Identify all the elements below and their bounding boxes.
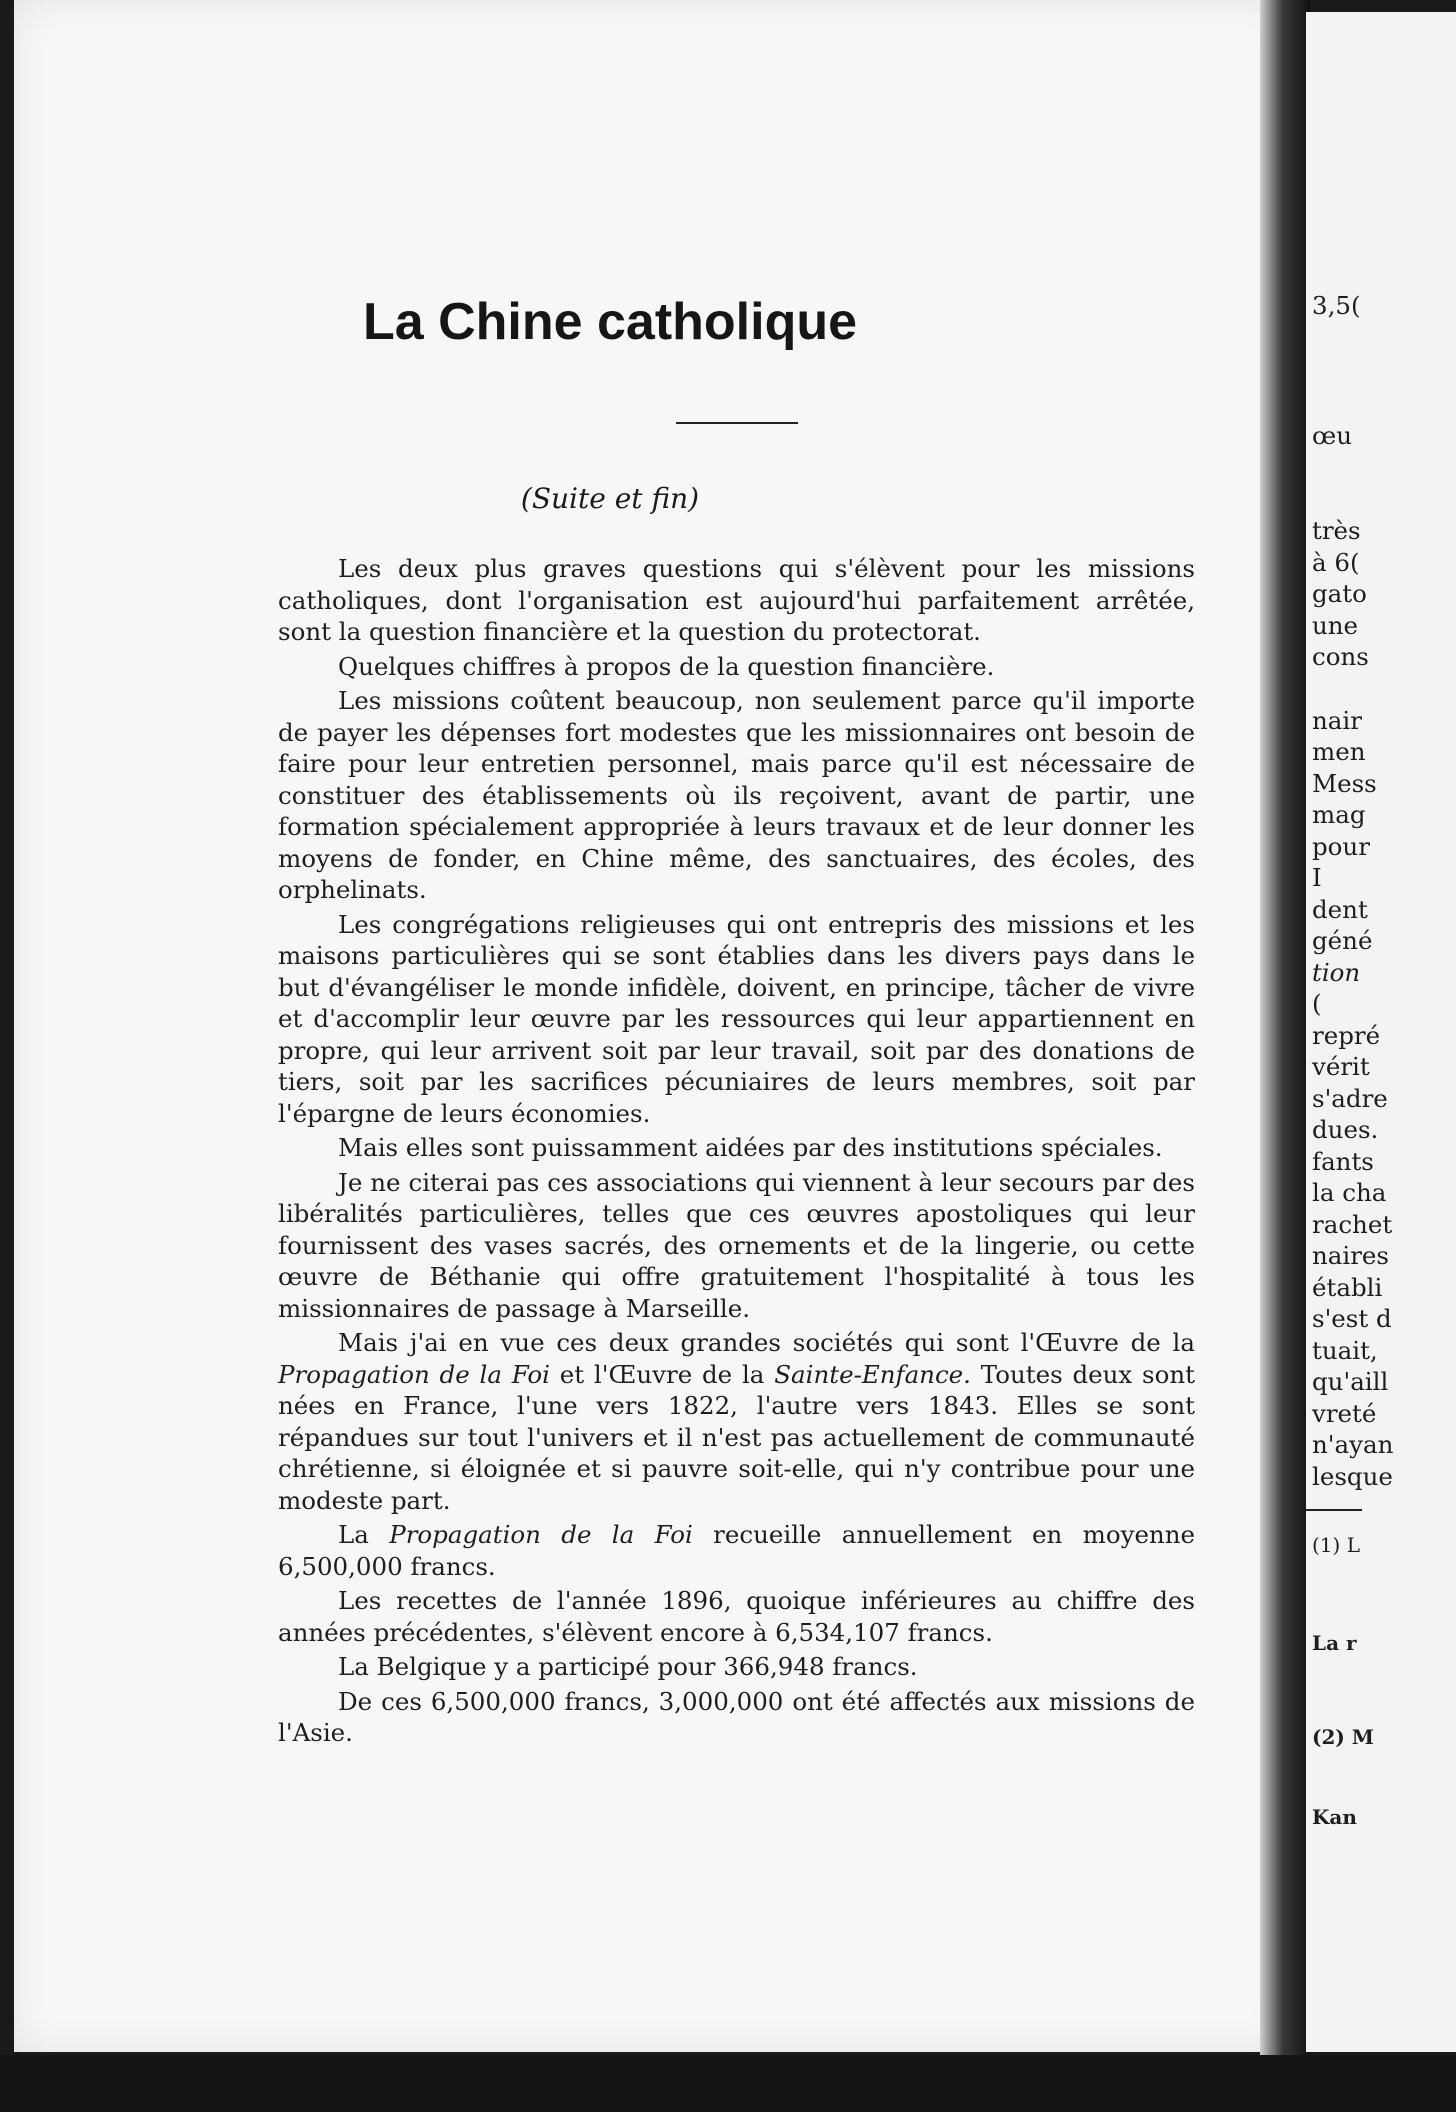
right-page-line: nair	[1312, 706, 1362, 735]
right-page	[1306, 12, 1456, 2052]
right-page-line: fants	[1312, 1147, 1374, 1176]
right-page-line: s'est d	[1312, 1304, 1392, 1333]
right-page-line: gato	[1312, 579, 1367, 608]
right-page-line: la cha	[1312, 1178, 1387, 1207]
right-page-line: vreté	[1312, 1399, 1377, 1428]
paragraph: Les missions coûtent beaucoup, non seulement parce qu'il importe de payer les dépenses fort modestes que les missionnaires ont besoin de faire pour leur entretien personnel, mais parce qu'il est nécessaire de constituer des établissements où ils reçoivent, avant de partir, une formation spécialement appropriée à leurs travaux et de leur donner les moyens de fonder, en Chine même, des sanctuaires, des écoles, des orphelinats.	[278, 686, 1195, 904]
right-page-line: mag	[1312, 800, 1366, 829]
paragraph-text: et l'Œuvre de la	[550, 1359, 775, 1389]
right-page-line: I	[1312, 863, 1322, 892]
right-page-line: établi	[1312, 1273, 1383, 1302]
title-divider	[676, 422, 798, 424]
italic-term: Propagation de la Foi	[389, 1520, 693, 1549]
paragraph: Les congrégations religieuses qui ont entrepris des missions et les maisons particulières qui se sont établies dans les divers pays dans le but d'évangéliser le monde infidèle, doivent, en principe, tâcher de vivre et d'accomplir leur œuvre par les ressources qui leur appartiennent en propre, qui leur arrivent soit par leur travail, soit par des donations de tiers, soit par les sacrifices pécuniaires de leurs membres, soit par l'épargne de leurs économies.	[278, 909, 1195, 1128]
right-page-line: n'ayan	[1312, 1430, 1394, 1459]
right-page-line: men	[1312, 737, 1366, 766]
paragraph: La Belgique y a participé pour 366,948 francs.	[338, 1652, 918, 1681]
italic-term: Propagation de la Foi	[278, 1359, 550, 1389]
footnote-rule	[1306, 1509, 1362, 1511]
right-page-line: tion	[1312, 958, 1361, 987]
right-page-line: à 6(	[1312, 548, 1360, 577]
paragraph: Quelques chiffres à propos de la question financière.	[338, 651, 995, 681]
footnote-line: (1) L	[1312, 1533, 1360, 1557]
paragraph-text: Toutes deux sont nées en France, l'une vers 1822, l'autre vers 1843. Elles se sont répandues sur tout l'univers et il n'est pas actuellement de communauté chrétienne, si éloignée et si pauvre soit-elle, qui n'y contribue pour une modeste part.	[278, 1359, 1195, 1515]
paragraph: Je ne citerai pas ces associations qui viennent à leur secours par des libéralités particulières, telles que ces œuvres apostoliques qui leur fournissent des vases sacrés, des ornements et de la lingerie, ou cette œuvre de Béthanie qui offre gratuitement l'hospitalité à tous les missionnaires de passage à Marseille.	[278, 1167, 1195, 1323]
right-page-line: rachet	[1312, 1210, 1393, 1239]
right-page-line: 3,5(	[1312, 291, 1361, 320]
right-page-line: très	[1312, 516, 1361, 545]
paragraph-text: recueille annuellement en moyenne 6,500,000 francs.	[278, 1520, 1195, 1581]
right-page-line: qu'aill	[1312, 1367, 1389, 1396]
article-body	[278, 553, 1195, 1752]
right-page-line: lesque	[1312, 1462, 1393, 1491]
right-page-line: tuait,	[1312, 1336, 1378, 1365]
right-page-line: pour	[1312, 832, 1370, 861]
book-gutter	[1260, 0, 1310, 2060]
paragraph: Les recettes de l'année 1896, quoique inférieures au chiffre des années précédentes, s'élèvent encore à 6,534,107 francs.	[278, 1586, 1195, 1647]
right-page-line: géné	[1312, 926, 1373, 955]
footnote-line: La r	[1312, 1631, 1357, 1655]
right-page-line: une	[1312, 611, 1359, 640]
right-page-line: (	[1312, 989, 1322, 1018]
right-page-line: œu	[1312, 421, 1353, 450]
footnote-line: (2) M	[1312, 1725, 1374, 1749]
right-page-line: vérit	[1312, 1052, 1370, 1081]
paragraph	[278, 1327, 1195, 1516]
right-page-line: dues.	[1312, 1115, 1379, 1144]
footnote-line: Kan	[1312, 1805, 1357, 1829]
scan-border	[0, 2055, 1456, 2112]
page-title: La Chine catholique	[362, 293, 858, 351]
paragraph: De ces 6,500,000 francs, 3,000,000 ont été affectés aux missions de l'Asie.	[278, 1686, 1195, 1747]
paragraph: Mais elles sont puissamment aidées par des institutions spéciales.	[338, 1133, 1163, 1162]
paragraph-text: Mais j'ai en vue ces deux grandes sociétés qui sont l'Œuvre de la	[338, 1328, 1195, 1357]
paragraph: Les deux plus graves questions qui s'élèvent pour les missions catholiques, dont l'organisation est aujourd'hui parfaitement arrêtée, sont la question financière et la question du protectorat.	[278, 554, 1195, 646]
right-page-line: repré	[1312, 1021, 1381, 1050]
right-page-line: s'adre	[1312, 1084, 1388, 1113]
right-page-line: dent	[1312, 895, 1368, 924]
paragraph	[278, 1519, 1195, 1582]
page-subtitle: (Suite et fin)	[520, 482, 700, 515]
right-page-line: Mess	[1312, 769, 1377, 798]
italic-term: Sainte-Enfance.	[774, 1359, 971, 1389]
paragraph-text: La	[338, 1520, 390, 1549]
right-page-line: naires	[1312, 1241, 1390, 1270]
right-page-line: cons	[1312, 642, 1369, 671]
